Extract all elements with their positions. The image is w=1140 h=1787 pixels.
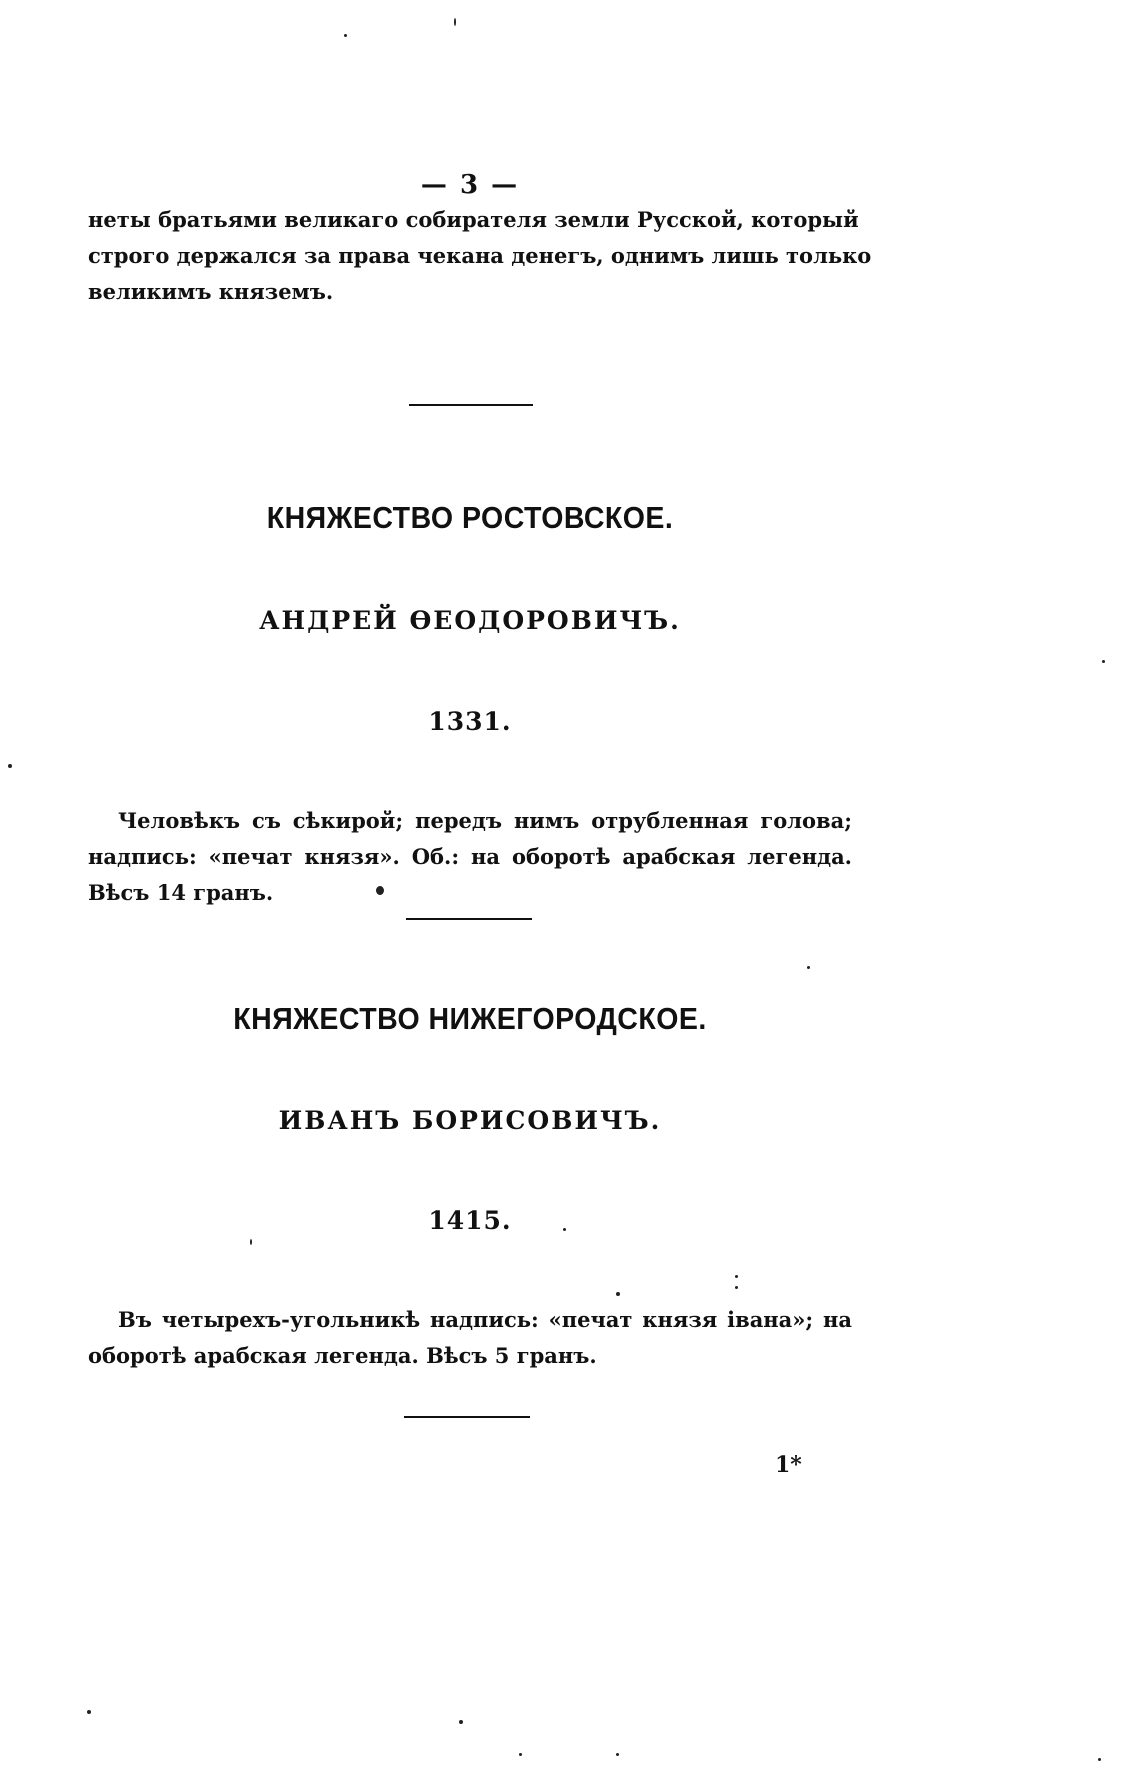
scan-speck [8,764,12,768]
section-divider [409,404,533,406]
scan-speck [616,1753,619,1756]
description-line: Вѣсъ 14 гранъ. [88,880,274,905]
scan-speck [563,1228,566,1231]
scan-speck [1098,1758,1101,1761]
scan-speck [807,966,810,969]
year-heading: 1415. [428,1206,512,1235]
signature-mark: 1* [775,1452,802,1478]
scan-speck [376,886,384,895]
section-divider [406,918,532,920]
scan-speck [616,1292,620,1296]
scan-speck [87,1710,91,1714]
intro-line: строго держался за права чекана денегъ, однимъ лишь только [88,243,872,268]
section-divider [404,1416,530,1418]
intro-line: неты братьями великаго собирателя земли Русской, который [88,207,859,232]
description-line: Въ четырехъ-угольникѣ надпись: «печат князя івана»; на [118,1307,852,1332]
ruler-heading: АНДРЕЙ ӨЕОДОРОВИЧЪ. [259,606,681,635]
page-number: — 3 — [420,170,520,200]
coin-description [88,803,852,911]
scan-speck [344,34,347,37]
scan-speck [735,1275,738,1278]
description-line: надпись: «печат князя». Об.: на оборотѣ арабская легенда. [88,844,852,869]
scan-speck [454,18,456,26]
scan-speck [1102,660,1105,663]
description-line: оборотѣ арабская легенда. Вѣсъ 5 гранъ. [88,1343,597,1368]
coin-description [88,1302,852,1374]
scan-speck [459,1720,463,1724]
description-line: Человѣкъ съ сѣкирой; передъ нимъ отрубленная голова; [118,808,852,833]
intro-paragraph [88,202,872,310]
year-heading: 1331. [428,707,512,736]
scan-speck [519,1753,522,1756]
ruler-heading: ИВАНЪ БОРИСОВИЧЪ. [278,1106,662,1135]
scan-speck [735,1286,738,1289]
intro-line: великимъ княземъ. [88,279,334,304]
scan-speck [250,1239,252,1245]
principality-heading: КНЯЖЕСТВО РОСТОВСКОЕ. [266,500,674,535]
principality-heading: КНЯЖЕСТВО НИЖЕГОРОДСКОЕ. [233,1001,707,1036]
